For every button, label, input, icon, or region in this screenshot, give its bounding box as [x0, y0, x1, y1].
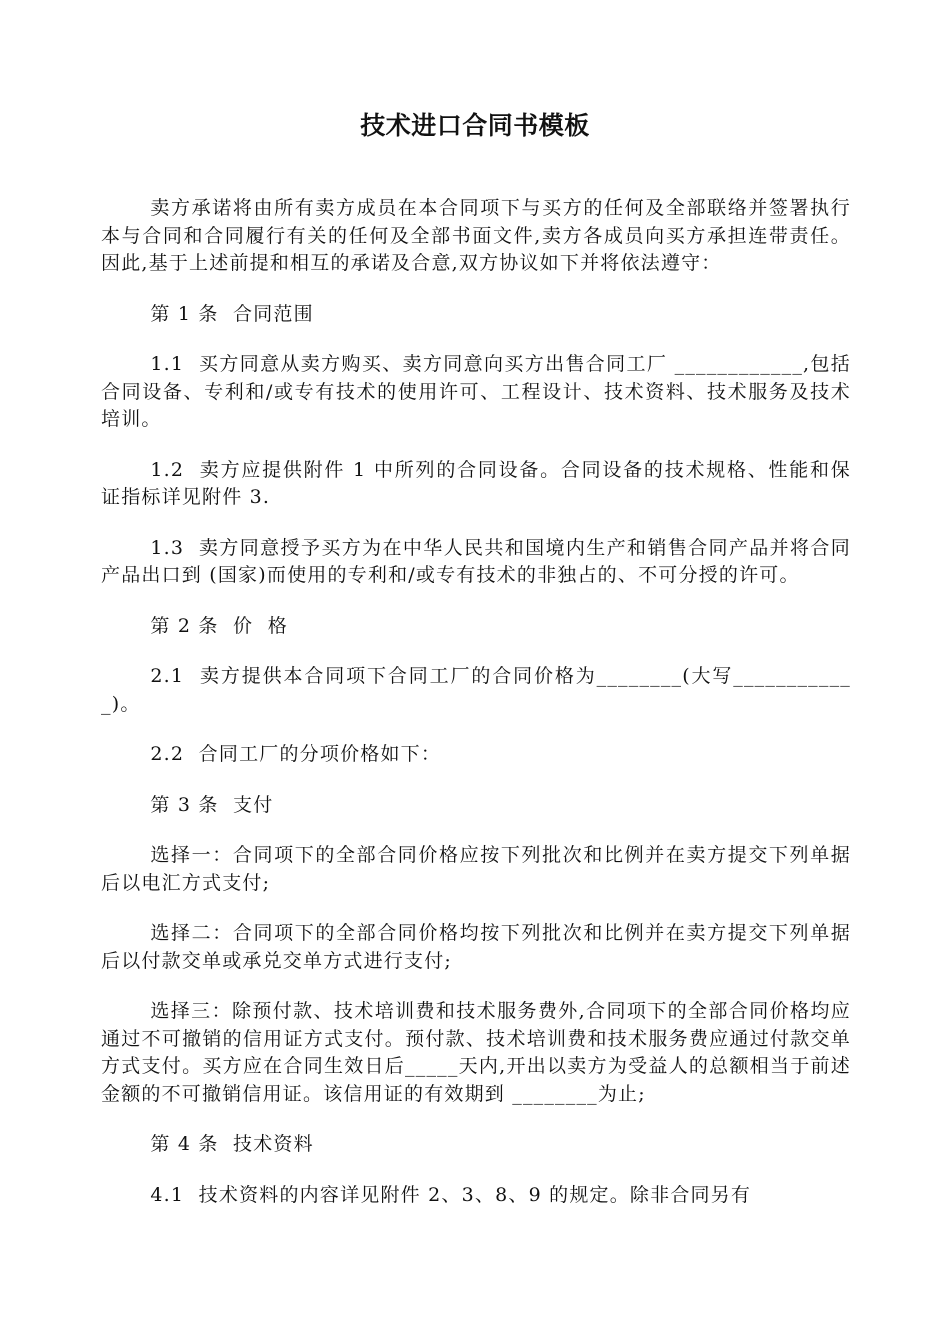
payment-option-2: 选择二：合同项下的全部合同价格均按下列批次和比例并在卖方提交下列单据后以付款交单或承兑交单方式进行支付;	[101, 922, 851, 972]
payment-option-1: 选择一：合同项下的全部合同价格应按下列批次和比例并在卖方提交下列单据后以电汇方式支付;	[101, 844, 851, 894]
article-1-heading: 第 1 条 合同范围	[150, 302, 314, 325]
clause-4-1: 4.1 技术资料的内容详见附件 2、3、8、9 的规定。除非合同另有	[150, 1183, 752, 1206]
document-body	[101, 195, 851, 1232]
clause-1-3: 1.3 卖方同意授予买方为在中华人民共和国境内生产和销售合同产品并将合同产品出口到 (国家)而使用的专利和/或专有技术的非独占的、不可分授的许可。	[101, 536, 851, 586]
preamble-paragraph: 卖方承诺将由所有卖方成员在本合同项下与买方的任何及全部联络并签署执行本与合同和合同履行有关的任何及全部书面文件,卖方各成员向买方承担连带责任。因此,基于上述前提和相互的承诺及合意,双方协议如下并将依法遵守：	[101, 197, 851, 274]
article-2-heading: 第 2 条 价 格	[150, 614, 288, 637]
article-3-heading: 第 3 条 支付	[150, 793, 274, 816]
clause-1-2: 1.2 卖方应提供附件 1 中所列的合同设备。合同设备的技术规格、性能和保证指标详见附件 3.	[101, 458, 851, 508]
clause-2-1: 2.1 卖方提供本合同项下合同工厂的合同价格为________(大写____________)。	[101, 665, 851, 715]
document-title: 技术进口合同书模板	[360, 111, 590, 140]
clause-1-1: 1.1 买方同意从卖方购买、卖方同意向买方出售合同工厂 ____________,包括合同设备、专利和/或专有技术的使用许可、工程设计、技术资料、技术服务及技术培训。	[101, 353, 851, 430]
article-4-heading: 第 4 条 技术资料	[150, 1133, 314, 1155]
clause-2-2: 2.2 合同工厂的分项价格如下：	[150, 743, 442, 765]
payment-option-3: 选择三：除预付款、技术培训费和技术服务费外,合同项下的全部合同价格均应通过不可撤销的信用证方式支付。预付款、技术培训费和技术服务费应通过付款交单方式支付。买方应在合同生效日后_____天内,开出以卖方为受益人的总额相当于前述金额的不可撤销信用证。该信用证的有效期到 ________为止;	[101, 1000, 851, 1105]
